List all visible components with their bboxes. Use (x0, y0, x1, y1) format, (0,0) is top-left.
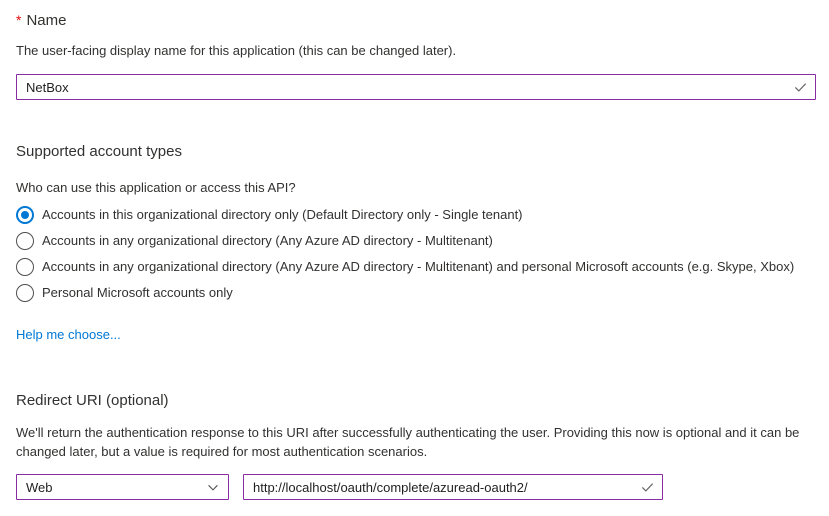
platform-select-value: Web (26, 479, 53, 495)
radio-option-single-tenant[interactable] (16, 206, 523, 224)
required-asterisk: * (16, 12, 22, 28)
help-me-choose-link[interactable]: Help me choose... (16, 327, 121, 342)
radio-option-label: Accounts in any organizational directory (Any Azure AD directory - Multitenant) and personal Microsoft accounts (e.g. Skype, Xbox) (42, 259, 795, 274)
account-types-question: Who can use this application or access this API? (16, 180, 296, 195)
checkmark-icon (793, 80, 808, 95)
redirect-uri-input-container (243, 474, 663, 500)
radio-option-label: Accounts in this organizational directory only (Default Directory only - Single tenant) (42, 207, 523, 222)
name-section-heading (16, 10, 66, 31)
redirect-uri-input[interactable] (243, 474, 663, 500)
redirect-uri-heading: Redirect URI (optional) (16, 392, 169, 409)
name-description: The user-facing display name for this application (this can be changed later). (16, 43, 457, 58)
radio-option-personal-only[interactable] (16, 284, 233, 302)
radio-button-icon[interactable] (16, 232, 34, 250)
radio-button-icon[interactable] (16, 258, 34, 276)
radio-option-label: Accounts in any organizational directory (Any Azure AD directory - Multitenant) (42, 233, 493, 248)
name-input-container (16, 74, 816, 100)
radio-option-multitenant[interactable] (16, 232, 493, 250)
platform-select[interactable] (16, 474, 229, 500)
chevron-down-icon (205, 480, 220, 495)
name-heading-text: Name (26, 12, 67, 29)
name-input[interactable] (16, 74, 816, 100)
radio-option-label: Personal Microsoft accounts only (42, 285, 233, 300)
account-types-heading: Supported account types (16, 143, 182, 160)
radio-button-icon[interactable] (16, 284, 34, 302)
radio-button-icon[interactable] (16, 206, 34, 224)
checkmark-icon (640, 480, 655, 495)
radio-dot (21, 211, 29, 219)
redirect-uri-description: We'll return the authentication response to this URI after successfully authenticating the user. Providing this now is optional and it can be changed later, but a value is required for most authentication scenarios. (16, 425, 800, 459)
radio-option-multitenant-personal[interactable] (16, 258, 794, 276)
